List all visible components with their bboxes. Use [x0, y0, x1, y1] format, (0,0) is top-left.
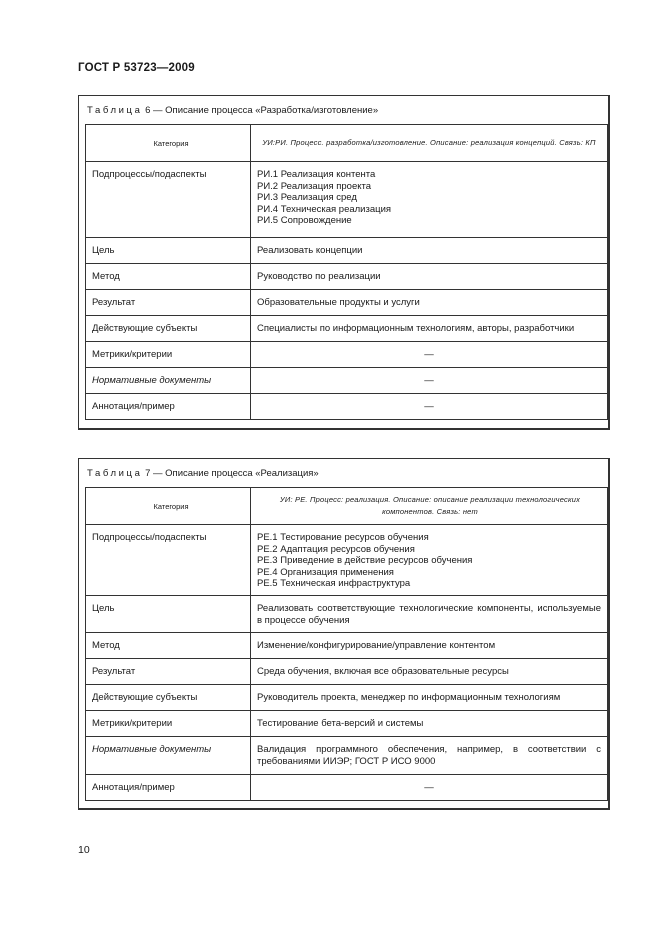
table-6: [85, 124, 608, 420]
table-7-normative-label: Нормативные документы: [92, 744, 212, 755]
list-item: РЕ.1 Тестирование ресурсов обучения: [257, 532, 429, 543]
table-7-caption-text: — Описание процесса «Реализация»: [153, 468, 319, 479]
table-7-annotation-value: —: [424, 782, 434, 793]
list-item: РИ.2 Реализация проекта: [257, 180, 372, 192]
table-7-result-label: Результат: [92, 666, 136, 677]
table-7-goal-value: Реализовать соответствующие технологические компоненты, используемые в процессе обучения: [257, 603, 601, 626]
table-row: [86, 633, 608, 659]
table-7-method-value: Изменение/конфигурирование/управление контентом: [257, 640, 496, 651]
table-7-actors-value: Руководитель проекта, менеджер по информационным технологиям: [257, 692, 561, 703]
table-7-metrics-value: Тестирование бета-версий и системы: [257, 718, 424, 729]
table-7: [85, 487, 608, 801]
table-row: [86, 737, 608, 775]
table-6-metrics-label: Метрики/критерии: [92, 349, 173, 360]
table-7-subprocesses-label: Подпроцессы/подаспекты: [92, 532, 207, 543]
table-row: [86, 525, 608, 596]
table-7-result-value: Среда обучения, включая все образовательные ресурсы: [257, 666, 509, 677]
table-row: [86, 162, 608, 238]
table-row: [86, 711, 608, 737]
table-7-header-category: Категория: [86, 488, 251, 525]
table-row: [86, 394, 608, 420]
table-6-caption-label: Таблица: [87, 105, 143, 116]
table-6-annotation-label: Аннотация/пример: [92, 401, 175, 412]
table-7-normative-value: Валидация программного обеспечения, например, в соответствии с требованиями ИИЭР; ГОСТ Р ИСО 9000: [257, 744, 601, 767]
table-7-annotation-label: Аннотация/пример: [92, 782, 175, 793]
table-row: [86, 685, 608, 711]
table-7-subprocesses-list: [257, 525, 601, 590]
table-7-frame: [78, 458, 610, 810]
table-row: [86, 316, 608, 342]
table-6-header-category: Категория: [86, 125, 251, 162]
table-row: [86, 342, 608, 368]
table-7-caption: [87, 468, 319, 479]
list-item: РЕ.2 Адаптация ресурсов обучения: [257, 543, 415, 555]
table-7-caption-label: Таблица: [87, 468, 143, 479]
table-7-header-value: УИ: РЕ. Процесс: реализация. Описание: описание реализации технологических компонентов. Связь: нет: [251, 488, 608, 525]
list-item: РЕ.4 Организация применения: [257, 566, 394, 578]
table-7-goal-label: Цель: [92, 603, 115, 614]
table-6-actors-label: Действующие субъекты: [92, 323, 198, 334]
table-row: [86, 290, 608, 316]
table-6-method-label: Метод: [92, 271, 120, 282]
table-7-metrics-label: Метрики/критерии: [92, 718, 173, 729]
table-row: [86, 775, 608, 801]
list-item: РЕ.3 Приведение в действие ресурсов обучения: [257, 555, 473, 566]
table-6-caption-number: 6: [145, 105, 151, 116]
table-row: [86, 488, 608, 525]
table-row: [86, 125, 608, 162]
table-row: [86, 368, 608, 394]
table-row: [86, 659, 608, 685]
table-6-header-value: УИ:РИ. Процесс. разработка/изготовление. Описание: реализация концепций. Связь: КП: [251, 125, 608, 162]
table-6-normative-label: Нормативные документы: [92, 375, 212, 386]
table-7-actors-label: Действующие субъекты: [92, 692, 198, 703]
table-7-caption-number: 7: [145, 468, 151, 479]
list-item: РИ.5 Сопровождение: [257, 215, 352, 227]
table-6-method-value: Руководство по реализации: [257, 271, 381, 282]
table-row: [86, 596, 608, 633]
table-row: [86, 264, 608, 290]
table-6-annotation-value: —: [424, 401, 434, 412]
table-6-goal-value: Реализовать концепции: [257, 245, 363, 256]
list-item: РЕ.5 Техническая инфраструктура: [257, 578, 411, 589]
table-6-result-label: Результат: [92, 297, 136, 308]
table-row: [86, 238, 608, 264]
table-7-method-label: Метод: [92, 640, 120, 651]
table-6-goal-label: Цель: [92, 245, 115, 256]
table-6-normative-value: —: [424, 375, 434, 386]
table-6-subprocesses-label: Подпроцессы/подаспекты: [92, 169, 207, 180]
table-6-result-value: Образовательные продукты и услуги: [257, 297, 420, 308]
list-item: РИ.1 Реализация контента: [257, 169, 376, 180]
document-code: ГОСТ Р 53723—2009: [78, 62, 195, 74]
table-6-caption-text: — Описание процесса «Разработка/изготовление»: [153, 105, 379, 116]
table-6-metrics-value: —: [424, 349, 434, 360]
table-6-frame: [78, 95, 610, 430]
table-6-subprocesses-list: [257, 162, 601, 227]
table-6-caption: [87, 105, 378, 116]
list-item: РИ.3 Реализация сред: [257, 192, 357, 204]
table-6-actors-value: Специалисты по информационным технологиям, авторы, разработчики: [257, 323, 575, 334]
page-number: 10: [78, 844, 90, 856]
list-item: РИ.4 Техническая реализация: [257, 203, 392, 215]
